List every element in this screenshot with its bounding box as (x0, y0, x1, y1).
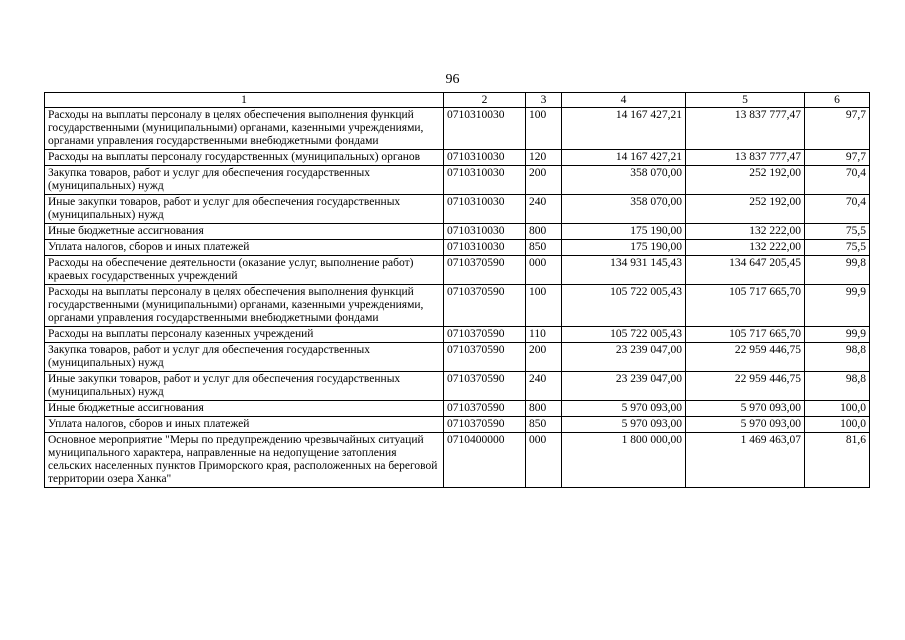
row-percent: 97,7 (805, 150, 870, 166)
row-expense-type: 850 (526, 417, 562, 433)
row-planned: 134 931 145,43 (562, 256, 686, 285)
budget-execution-table (44, 92, 870, 488)
table-row (45, 372, 870, 401)
row-name: Иные бюджетные ассигнования (45, 224, 444, 240)
row-name: Расходы на выплаты персоналу в целях обеспечения выполнения функций государственными (муниципальными) органами, казенными учреждениями, органами управления государственными внебюджетными фондами (45, 285, 444, 327)
row-planned: 358 070,00 (562, 195, 686, 224)
row-target-code: 0710370590 (444, 256, 526, 285)
table-row (45, 401, 870, 417)
row-expense-type: 200 (526, 343, 562, 372)
row-target-code: 0710370590 (444, 343, 526, 372)
header-col-3: 3 (526, 93, 562, 108)
row-name: Иные закупки товаров, работ и услуг для обеспечения государственных (муниципальных) нужд (45, 195, 444, 224)
header-col-1: 1 (45, 93, 444, 108)
row-name: Уплата налогов, сборов и иных платежей (45, 417, 444, 433)
table-row (45, 240, 870, 256)
row-expense-type: 120 (526, 150, 562, 166)
row-executed: 252 192,00 (686, 166, 805, 195)
row-target-code: 0710370590 (444, 417, 526, 433)
table-row (45, 417, 870, 433)
row-expense-type: 240 (526, 195, 562, 224)
row-executed: 105 717 665,70 (686, 327, 805, 343)
table-row (45, 285, 870, 327)
row-percent: 75,5 (805, 224, 870, 240)
row-percent: 98,8 (805, 343, 870, 372)
row-percent: 99,9 (805, 327, 870, 343)
table-row (45, 327, 870, 343)
row-expense-type: 110 (526, 327, 562, 343)
row-target-code: 0710400000 (444, 433, 526, 488)
row-target-code: 0710310030 (444, 195, 526, 224)
row-planned: 14 167 427,21 (562, 150, 686, 166)
row-expense-type: 100 (526, 285, 562, 327)
row-executed: 13 837 777,47 (686, 150, 805, 166)
row-percent: 70,4 (805, 166, 870, 195)
row-target-code: 0710310030 (444, 240, 526, 256)
table-row (45, 343, 870, 372)
table-row (45, 195, 870, 224)
row-executed: 5 970 093,00 (686, 417, 805, 433)
row-planned: 105 722 005,43 (562, 327, 686, 343)
header-col-6: 6 (805, 93, 870, 108)
table-row (45, 224, 870, 240)
row-executed: 105 717 665,70 (686, 285, 805, 327)
row-name: Расходы на выплаты персоналу государственных (муниципальных) органов (45, 150, 444, 166)
header-row (45, 93, 870, 108)
row-percent: 99,9 (805, 285, 870, 327)
row-name: Расходы на выплаты персоналу казенных учреждений (45, 327, 444, 343)
row-planned: 14 167 427,21 (562, 108, 686, 150)
header-col-4: 4 (562, 93, 686, 108)
row-percent: 100,0 (805, 417, 870, 433)
table-row (45, 150, 870, 166)
row-expense-type: 240 (526, 372, 562, 401)
row-name: Иные закупки товаров, работ и услуг для обеспечения государственных (муниципальных) нужд (45, 372, 444, 401)
row-target-code: 0710370590 (444, 401, 526, 417)
row-name: Основное мероприятие "Меры по предупреждению чрезвычайных ситуаций муниципального характера, направленные на недопущение затопления сельских населенных пунктов Приморского края, расположенных на береговой территории озера Ханка" (45, 433, 444, 488)
row-expense-type: 800 (526, 224, 562, 240)
row-name: Уплата налогов, сборов и иных платежей (45, 240, 444, 256)
row-expense-type: 000 (526, 433, 562, 488)
row-planned: 358 070,00 (562, 166, 686, 195)
row-expense-type: 200 (526, 166, 562, 195)
row-planned: 5 970 093,00 (562, 401, 686, 417)
table-row (45, 433, 870, 488)
row-name: Закупка товаров, работ и услуг для обеспечения государственных (муниципальных) нужд (45, 343, 444, 372)
header-col-5: 5 (686, 93, 805, 108)
row-percent: 70,4 (805, 195, 870, 224)
row-name: Расходы на обеспечение деятельности (оказание услуг, выполнение работ) краевых государственных учреждений (45, 256, 444, 285)
row-expense-type: 000 (526, 256, 562, 285)
row-planned: 175 190,00 (562, 224, 686, 240)
table-row (45, 256, 870, 285)
row-target-code: 0710370590 (444, 372, 526, 401)
row-target-code: 0710310030 (444, 224, 526, 240)
row-percent: 97,7 (805, 108, 870, 150)
row-target-code: 0710370590 (444, 285, 526, 327)
row-planned: 5 970 093,00 (562, 417, 686, 433)
row-planned: 23 239 047,00 (562, 372, 686, 401)
row-executed: 22 959 446,75 (686, 372, 805, 401)
row-target-code: 0710310030 (444, 108, 526, 150)
page-number: 96 (445, 72, 460, 87)
row-planned: 175 190,00 (562, 240, 686, 256)
row-expense-type: 800 (526, 401, 562, 417)
row-expense-type: 100 (526, 108, 562, 150)
row-percent: 81,6 (805, 433, 870, 488)
row-name: Закупка товаров, работ и услуг для обеспечения государственных (муниципальных) нужд (45, 166, 444, 195)
table-row (45, 166, 870, 195)
row-executed: 132 222,00 (686, 224, 805, 240)
row-expense-type: 850 (526, 240, 562, 256)
row-percent: 75,5 (805, 240, 870, 256)
row-executed: 1 469 463,07 (686, 433, 805, 488)
header-col-2: 2 (444, 93, 526, 108)
row-target-code: 0710310030 (444, 150, 526, 166)
row-planned: 23 239 047,00 (562, 343, 686, 372)
row-executed: 252 192,00 (686, 195, 805, 224)
row-executed: 134 647 205,45 (686, 256, 805, 285)
row-name: Расходы на выплаты персоналу в целях обеспечения выполнения функций государственными (муниципальными) органами, казенными учреждениями, органами управления государственными внебюджетными фондами (45, 108, 444, 150)
row-executed: 5 970 093,00 (686, 401, 805, 417)
row-executed: 13 837 777,47 (686, 108, 805, 150)
row-percent: 99,8 (805, 256, 870, 285)
row-target-code: 0710310030 (444, 166, 526, 195)
row-percent: 100,0 (805, 401, 870, 417)
row-executed: 22 959 446,75 (686, 343, 805, 372)
row-executed: 132 222,00 (686, 240, 805, 256)
table-row (45, 108, 870, 150)
row-name: Иные бюджетные ассигнования (45, 401, 444, 417)
row-planned: 1 800 000,00 (562, 433, 686, 488)
row-target-code: 0710370590 (444, 327, 526, 343)
row-planned: 105 722 005,43 (562, 285, 686, 327)
row-percent: 98,8 (805, 372, 870, 401)
